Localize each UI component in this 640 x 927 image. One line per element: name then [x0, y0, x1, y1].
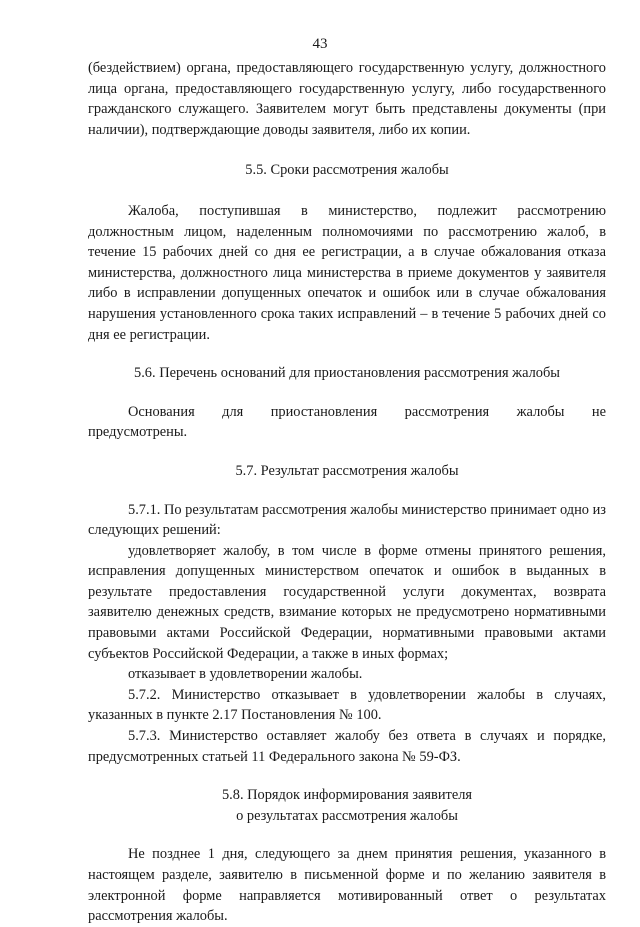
section-5-5-heading: 5.5. Сроки рассмотрения жалобы	[245, 162, 449, 179]
word: для	[222, 403, 244, 420]
section-5-6-paragraph-line2: предусмотрены.	[88, 424, 188, 441]
word: Основания	[128, 403, 195, 420]
intro-paragraph: (бездействием) органа, предоставляющего государственную услугу, должностного лица органа, предоставляющего государственную услугу, либо государственного гражданского служащего. Заявителем могут быть представлены документы (при наличии), подтверждающие доводы заявителя, либо их копии.	[88, 60, 606, 138]
section-5-7-option-refuse: отказывает в удовлетворении жалобы.	[128, 666, 363, 683]
section-5-8-paragraph: Не позднее 1 дня, следующего за днем принятия решения, указанного в настоящем разделе, заявителю в письменной форме и по желанию заявителя в электронной форме направляется мотивированный ответ о результатах рассмотрения жалобы.	[88, 846, 606, 925]
word: рассмотрения	[404, 403, 490, 420]
section-5-8-heading-line1: 5.8. Порядок информирования заявителя	[221, 787, 473, 804]
word: жалобы	[516, 403, 565, 420]
section-5-7-2-paragraph: 5.7.2. Министерство отказывает в удовлетворении жалобы в случаях, указанных в пункте 2.17 Постановления № 100.	[88, 686, 606, 724]
section-5-6-paragraph-line1	[88, 402, 606, 423]
word: приостановления	[270, 403, 378, 420]
section-5-7-3-paragraph: 5.7.3. Министерство оставляет жалобу без ответа в случаях и порядке, предусмотренных статьей 11 Федерального закона № 59-ФЗ.	[88, 728, 606, 765]
section-5-5-paragraph: Жалоба, поступившая в министерство, подлежит рассмотрению должностным лицом, наделенным полномочиями по рассмотрению жалоб, в течение 15 рабочих дней со дня ее регистрации, а в случае обжалования отказа министерства, должностного лица министерства в приеме документов у заявителя либо в исправлении допущенных опечаток и ошибок или в случае обжалования нарушения установленного срока таких исправлений – в течение 5 рабочих дней со дня ее регистрации.	[88, 202, 606, 343]
word: не	[591, 403, 606, 420]
document-body	[88, 58, 606, 927]
section-5-7-heading: 5.7. Результат рассмотрения жалобы	[235, 462, 459, 479]
section-5-6-heading: 5.6. Перечень оснований для приостановления рассмотрения жалобы	[134, 365, 560, 382]
page-number: 43	[312, 36, 328, 52]
section-5-7-1-paragraph: 5.7.1. По результатам рассмотрения жалобы министерство принимает одно из следующих решений:	[88, 501, 606, 539]
section-5-8-heading-line2: о результатах рассмотрения жалобы	[236, 807, 458, 824]
section-5-7-option-satisfy: удовлетворяет жалобу, в том числе в форме отмены принятого решения, исправления допущенных министерством опечаток и ошибок в выданных в результате предоставления государственной услуги документах, возврата заявителю денежных средств, взимание которых не предусмотрено нормативными правовыми актами Российской Федерации, нормативными правовыми актами субъектов Российской Федерации, а также в иных формах;	[88, 542, 606, 662]
